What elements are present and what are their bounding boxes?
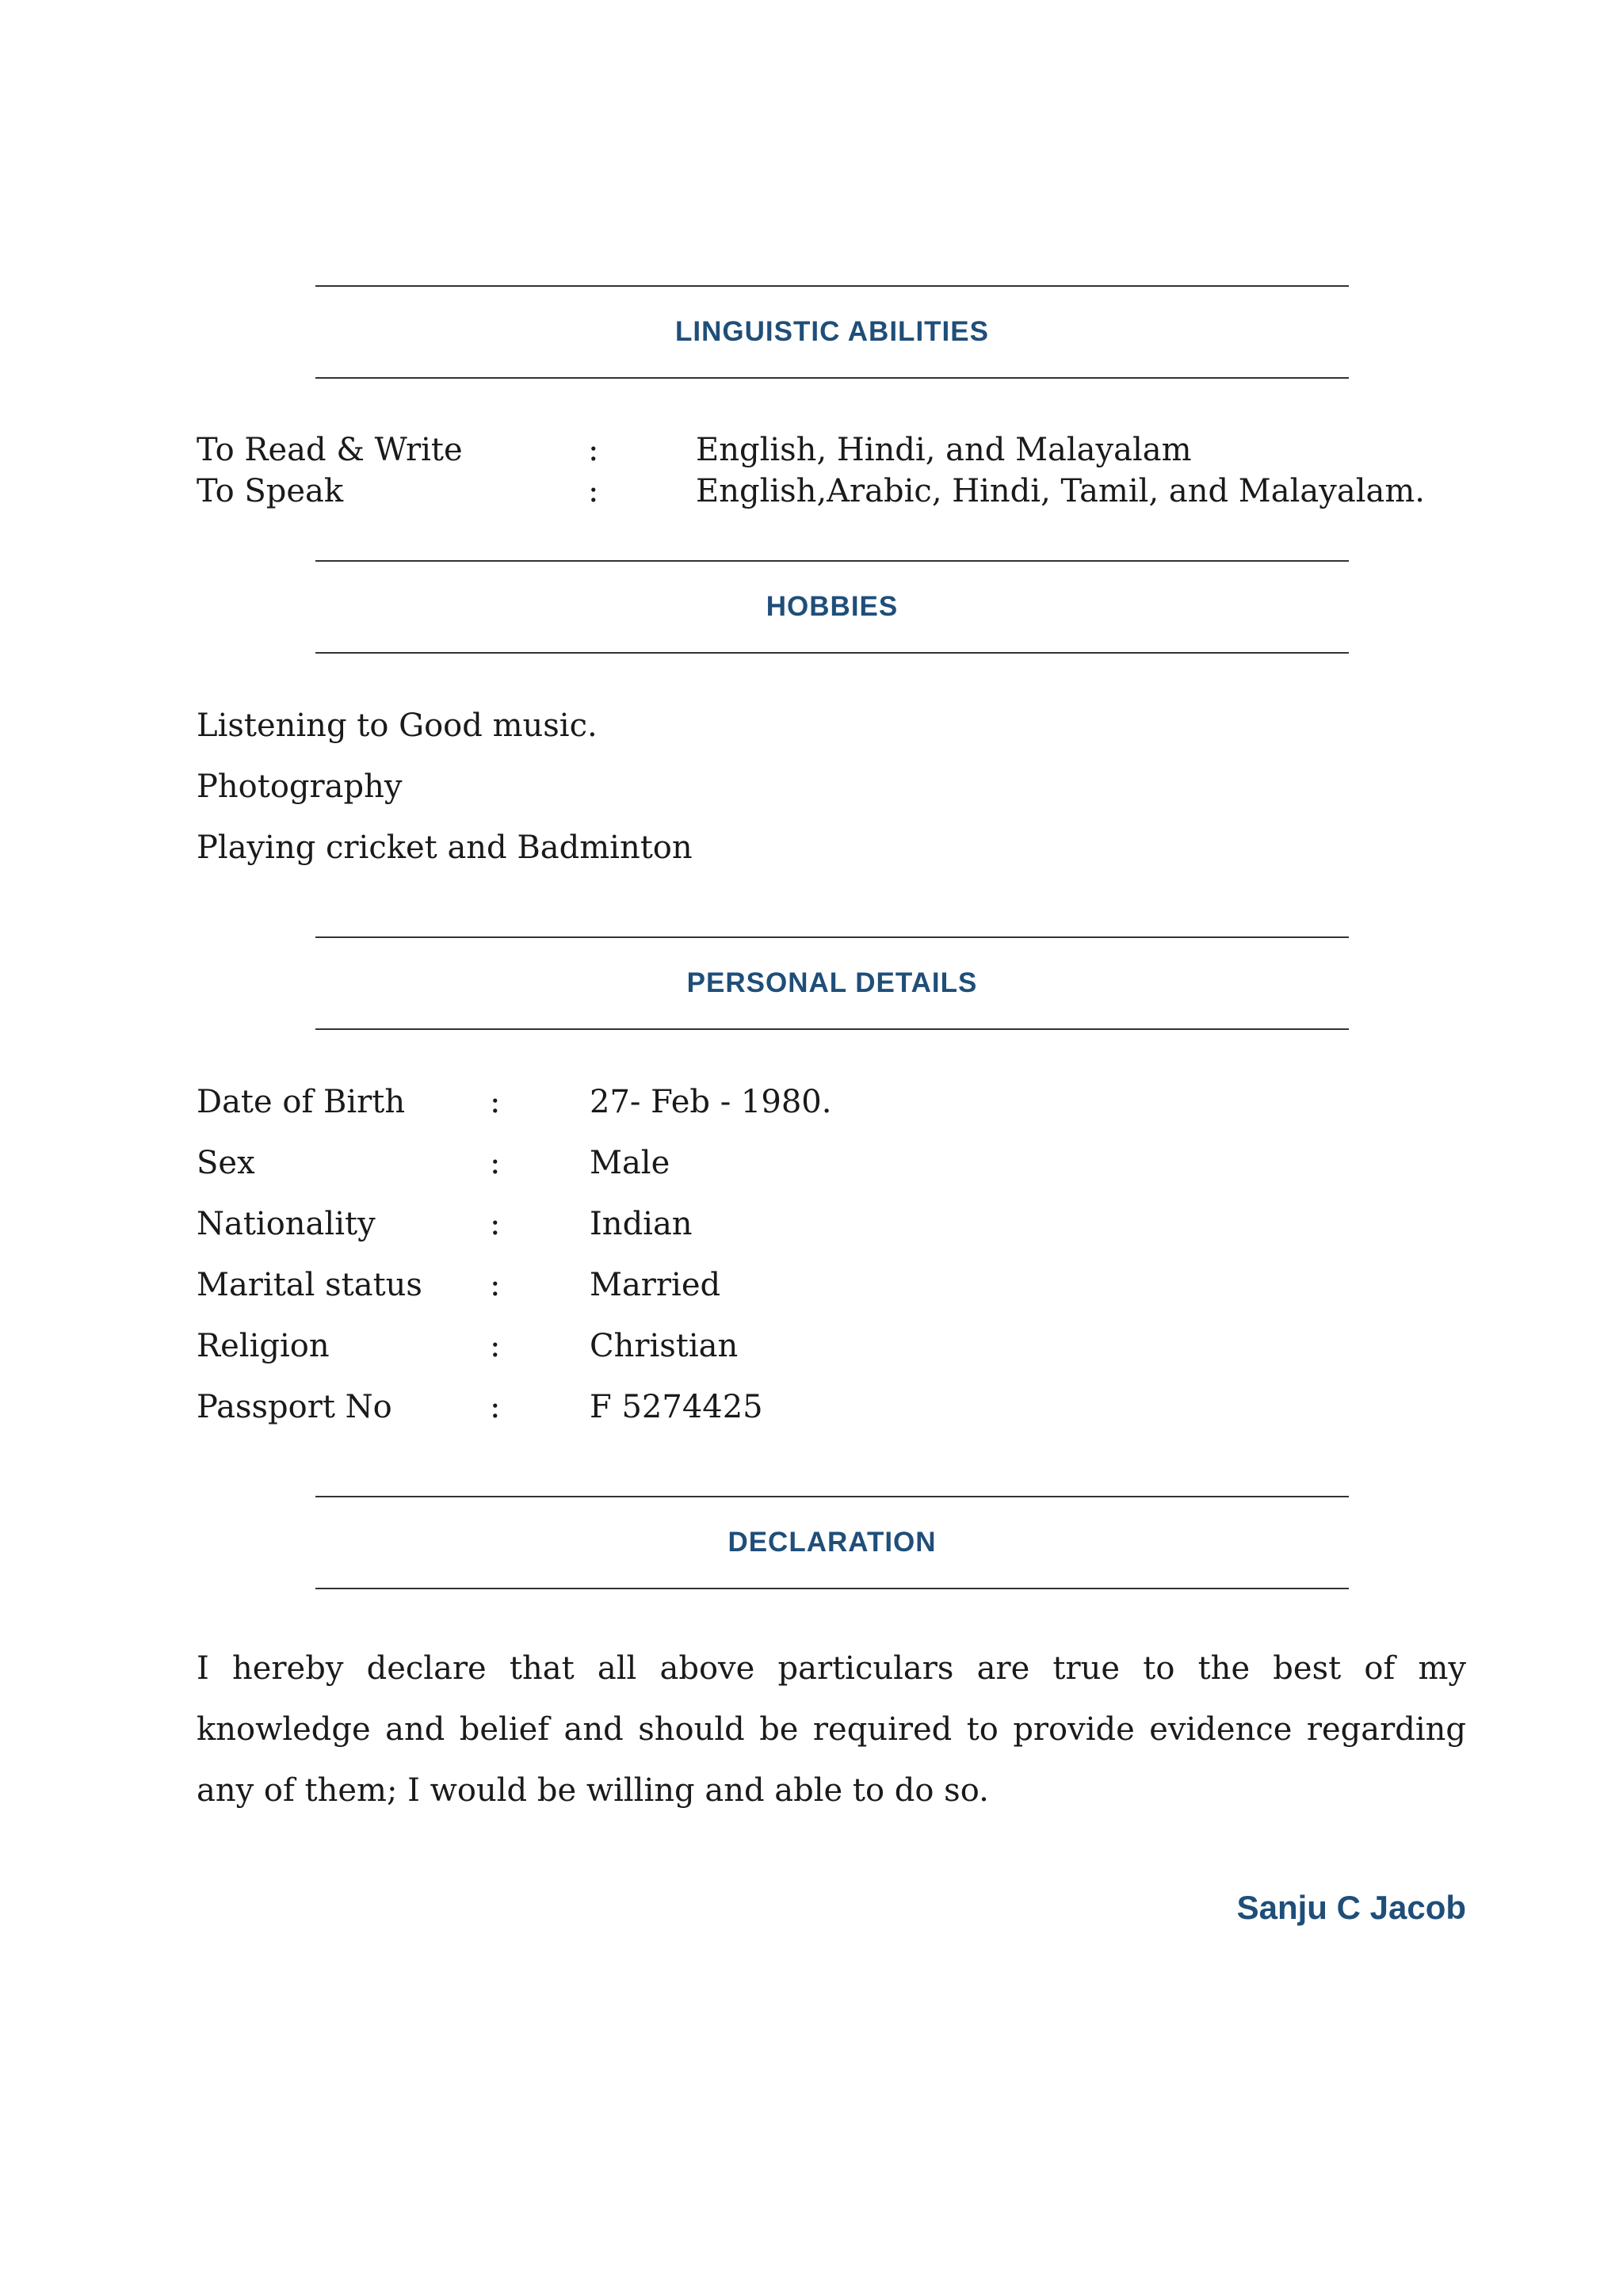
section-header-linguistic-abilities: [315, 285, 1349, 379]
personal-value-religion: Christian: [590, 1328, 739, 1364]
personal-colon: :: [490, 1267, 501, 1303]
language-value-speak: English,Arabic, Hindi, Tamil, and Malayalam.: [696, 473, 1425, 509]
personal-label-sex: Sex: [197, 1145, 255, 1181]
language-label-read-write: To Read & Write: [197, 432, 463, 468]
hobby-item: Photography: [197, 769, 403, 805]
personal-colon: :: [490, 1084, 501, 1120]
section-title-declaration: DECLARATION: [727, 1527, 937, 1558]
section-title-personal-details: PERSONAL DETAILS: [686, 967, 978, 998]
personal-label-religion: Religion: [197, 1328, 330, 1364]
language-label-speak: To Speak: [197, 473, 344, 509]
section-title-linguistic-abilities: LINGUISTIC ABILITIES: [675, 316, 989, 347]
personal-value-sex: Male: [590, 1145, 670, 1181]
personal-label-marital-status: Marital status: [197, 1267, 422, 1303]
language-value-read-write: English, Hindi, and Malayalam: [696, 432, 1192, 468]
section-title-hobbies: HOBBIES: [766, 591, 899, 622]
language-colon: :: [588, 473, 599, 509]
personal-colon: :: [490, 1145, 501, 1181]
section-header-declaration: [315, 1496, 1349, 1589]
hobby-item: Listening to Good music.: [197, 707, 598, 744]
personal-value-marital-status: Married: [590, 1267, 721, 1303]
personal-value-date-of-birth: 27- Feb - 1980.: [590, 1084, 832, 1120]
section-header-personal-details: [315, 936, 1349, 1030]
personal-colon: :: [490, 1389, 501, 1425]
personal-colon: :: [490, 1206, 501, 1242]
declaration-paragraph: I hereby declare that all above particulars are true to the best of my knowledge and belief and should be required to provide evidence regarding any of them; I would be willing and able to do so.: [197, 1650, 1466, 1809]
personal-label-date-of-birth: Date of Birth: [197, 1084, 406, 1120]
personal-value-nationality: Indian: [590, 1206, 693, 1242]
hobby-item: Playing cricket and Badminton: [197, 830, 693, 866]
personal-label-nationality: Nationality: [197, 1206, 376, 1242]
signature-name: Sanju C Jacob: [1236, 1889, 1466, 1926]
personal-label-passport-no: Passport No: [197, 1389, 392, 1425]
personal-colon: :: [490, 1328, 501, 1364]
section-header-hobbies: [315, 560, 1349, 654]
personal-value-passport-no: F 5274425: [590, 1389, 763, 1425]
language-colon: :: [588, 432, 599, 468]
